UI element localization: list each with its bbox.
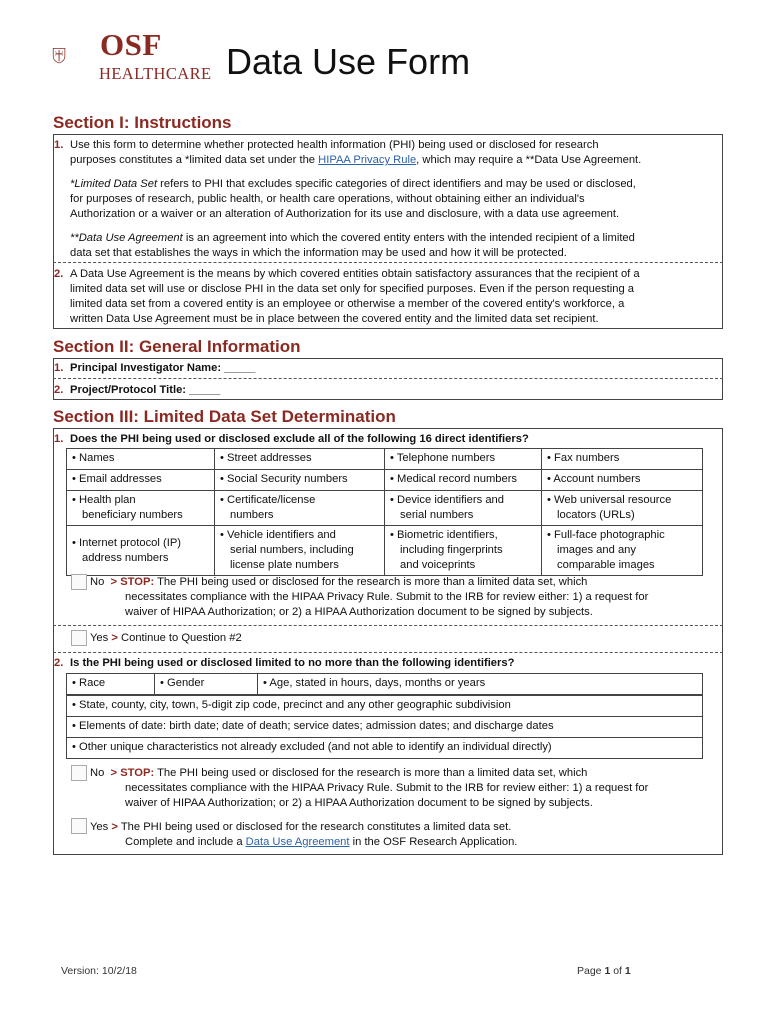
item2-line1: A Data Use Agreement is the means by which covered entities obtain satisfactory assurances that the recipient of a — [70, 268, 640, 280]
q2-yes-line2-pre: Complete and include a — [125, 836, 246, 848]
q1-yes-checkbox[interactable] — [71, 630, 87, 646]
page-current: 1 — [604, 965, 611, 977]
identifier-fax: • Fax numbers — [542, 449, 703, 470]
cell-line: locators (URLs) — [557, 509, 635, 521]
direct-identifiers-table — [66, 448, 703, 576]
q2-yes-text: The PHI being used or disclosed for the research constitutes a limited data set. — [120, 821, 512, 833]
q2-no-label: No — [90, 767, 105, 779]
q1-no-line2: necessitates compliance with the HIPAA Privacy Rule. Submit to the IRB for review either: 1) a request for — [125, 591, 649, 603]
cell-line: numbers — [230, 509, 274, 521]
q2-no-line2: necessitates compliance with the HIPAA Privacy Rule. Submit to the IRB for review either: 1) a request for — [125, 782, 649, 794]
identifier-account: • Account numbers — [542, 470, 703, 491]
q1-no-text: The PHI being used or disclosed for the research is more than a limited data set, which — [157, 576, 588, 588]
q2-question: Is the PHI being used or disclosed limited to no more than the following identifiers? — [70, 657, 515, 669]
dua-definition-line1 — [70, 231, 635, 246]
cell-line: • Health plan — [72, 494, 136, 506]
osf-logo-emblem — [52, 30, 98, 82]
project-number: 2. — [54, 384, 64, 396]
cell-line: license plate numbers — [230, 559, 339, 571]
q2-no-checkbox[interactable] — [71, 765, 87, 781]
page-title: Data Use Form — [226, 41, 471, 82]
version-label: Version: 10/2/18 — [61, 965, 137, 977]
q1-no-checkbox[interactable] — [71, 574, 87, 590]
cell-line: • Internet protocol (IP) — [72, 536, 182, 549]
dua-term: **Data Use Agreement — [70, 232, 183, 244]
lim-gender: • Gender — [155, 674, 258, 695]
arrow: > — [110, 576, 118, 588]
lds-definition-line1 — [70, 177, 636, 192]
cell-line: address numbers — [82, 551, 169, 564]
dua-definition-line2: data set that establishes the ways in which the information may be used and how it will be protected. — [70, 247, 567, 259]
cell-line: • Vehicle identifiers and — [220, 529, 336, 541]
arrow: > — [110, 767, 118, 779]
cell-line: including fingerprints — [400, 544, 503, 556]
item2-line2: limited data set will use or disclose PHI in the data set only for specified purposes. Even if the person requesting a — [70, 283, 635, 295]
q1-yes-line — [90, 631, 242, 646]
pi-number: 1. — [54, 362, 64, 374]
cell-line: • Certificate/license — [220, 494, 316, 506]
arrow: > — [111, 821, 118, 833]
identifier-email: • Email addresses — [67, 470, 215, 491]
identifier-biometric — [385, 526, 542, 576]
q1-yes-label: Yes — [90, 632, 109, 644]
item1-line2-post: , which may require a **Data Use Agreement. — [416, 154, 642, 166]
identifier-vehicle — [215, 526, 385, 576]
item2-number: 2. — [54, 268, 64, 280]
lds-definition-line3: Authorization or a waiver or an alteration of Authorization for its use and disclosure, with a data use agreement. — [70, 208, 620, 220]
page-pre: Page — [577, 965, 605, 977]
logo-text-healthcare: HEALTHCARE — [99, 64, 212, 83]
identifier-mrn: • Medical record numbers — [385, 470, 542, 491]
lds-term: *Limited Data Set — [70, 178, 158, 190]
identifier-ssn: • Social Security numbers — [215, 470, 385, 491]
identifier-health-plan — [67, 491, 215, 526]
lds-line1-text: refers to PHI that excludes specific categories of direct identifiers and may be used or disclosed, — [157, 178, 636, 190]
identifier-names: • Names — [67, 449, 215, 470]
q2-yes-label: Yes — [90, 821, 109, 833]
lim-dates: • Elements of date: birth date; date of death; service dates; admission dates; and discharge dates — [67, 717, 703, 738]
q1-no-line1 — [90, 575, 587, 590]
q2-no-line1 — [90, 766, 587, 781]
hipaa-privacy-rule-link[interactable]: HIPAA Privacy Rule — [318, 154, 417, 166]
identifier-certificate — [215, 491, 385, 526]
page-total: 1 — [624, 965, 631, 977]
identifier-photo — [542, 526, 703, 576]
cell-line: • Device identifiers and — [390, 494, 504, 506]
project-title-field[interactable]: Project/Protocol Title: _____ — [70, 384, 221, 396]
q2-yes-line2-post: in the OSF Research Application. — [349, 836, 518, 848]
lds-definition-line2: for purposes of research, public health, or health care operations, without obtaining either an individual's — [70, 193, 585, 205]
data-use-agreement-link[interactable]: Data Use Agreement — [245, 836, 350, 848]
item1-line2-pre: purposes constitutes a *limited data set under the — [70, 154, 319, 166]
divider — [53, 652, 723, 653]
cell-line: comparable images — [557, 559, 655, 571]
cell-line: • Full-face photographic — [547, 529, 665, 541]
q1-no-line3: waiver of HIPAA Authorization; or 2) a HIPAA Authorization document to be signed by subjects. — [125, 606, 593, 618]
page-mid: of — [610, 965, 625, 977]
section2-heading: Section II: General Information — [53, 337, 301, 356]
q1-number: 1. — [54, 433, 64, 445]
section3-heading: Section III: Limited Data Set Determination — [53, 407, 396, 426]
q2-yes-line2 — [125, 835, 517, 850]
limited-identifiers-table-top — [66, 673, 703, 695]
stop-label: STOP: — [120, 576, 155, 588]
q2-no-line3: waiver of HIPAA Authorization; or 2) a HIPAA Authorization document to be signed by subjects. — [125, 797, 593, 809]
divider — [53, 625, 723, 626]
principal-investigator-field[interactable]: Principal Investigator Name: _____ — [70, 362, 256, 374]
cell-line: beneficiary numbers — [82, 509, 183, 521]
identifier-street: • Street addresses — [215, 449, 385, 470]
identifier-device — [385, 491, 542, 526]
item1-line1: Use this form to determine whether protected health information (PHI) being used or disclosed for research — [70, 139, 599, 151]
divider — [53, 262, 723, 263]
cell-line: • Biometric identifiers, — [390, 529, 498, 541]
section1-heading: Section I: Instructions — [53, 113, 232, 132]
q1-question: Does the PHI being used or disclosed exclude all of the following 16 direct identifiers? — [70, 433, 529, 445]
dua-line1-text: is an agreement into which the covered entity enters with the intended recipient of a limited — [182, 232, 635, 244]
identifier-ip — [67, 526, 215, 576]
limited-identifiers-table-bottom — [66, 695, 703, 759]
q2-number: 2. — [54, 657, 64, 669]
q1-yes-text: Continue to Question #2 — [121, 632, 242, 644]
lim-other: • Other unique characteristics not already excluded (and not able to identify an individual directly) — [67, 738, 703, 759]
divider — [53, 378, 723, 379]
stop-label: STOP: — [120, 767, 155, 779]
item2-line4: written Data Use Agreement must be in place between the covered entity and the limited data set recipient. — [70, 313, 599, 325]
lim-race: • Race — [67, 674, 155, 695]
item1-number: 1. — [54, 139, 64, 151]
q2-yes-line1 — [90, 820, 511, 835]
item2-line3: limited data set from a covered entity is an employee or otherwise a member of the covered entity's workforce, a — [70, 298, 625, 310]
arrow: > — [111, 632, 118, 644]
logo-text-osf: OSF — [100, 27, 162, 62]
cell-line: serial numbers — [400, 509, 474, 521]
identifier-telephone: • Telephone numbers — [385, 449, 542, 470]
cell-line: images and any — [557, 544, 636, 556]
item1-line2 — [70, 153, 641, 168]
q2-yes-checkbox[interactable] — [71, 818, 87, 834]
lim-age: • Age, stated in hours, days, months or years — [258, 674, 703, 695]
identifier-url — [542, 491, 703, 526]
q2-no-text: The PHI being used or disclosed for the research is more than a limited data set, which — [157, 767, 588, 779]
cell-line: serial numbers, including — [230, 544, 354, 556]
q1-no-label: No — [90, 576, 105, 588]
cell-line: and voiceprints — [400, 559, 476, 571]
page-number — [577, 965, 631, 977]
lim-geo: • State, county, city, town, 5-digit zip code, precinct and any other geographic subdivision — [67, 696, 703, 717]
cell-line: • Web universal resource — [547, 494, 672, 506]
